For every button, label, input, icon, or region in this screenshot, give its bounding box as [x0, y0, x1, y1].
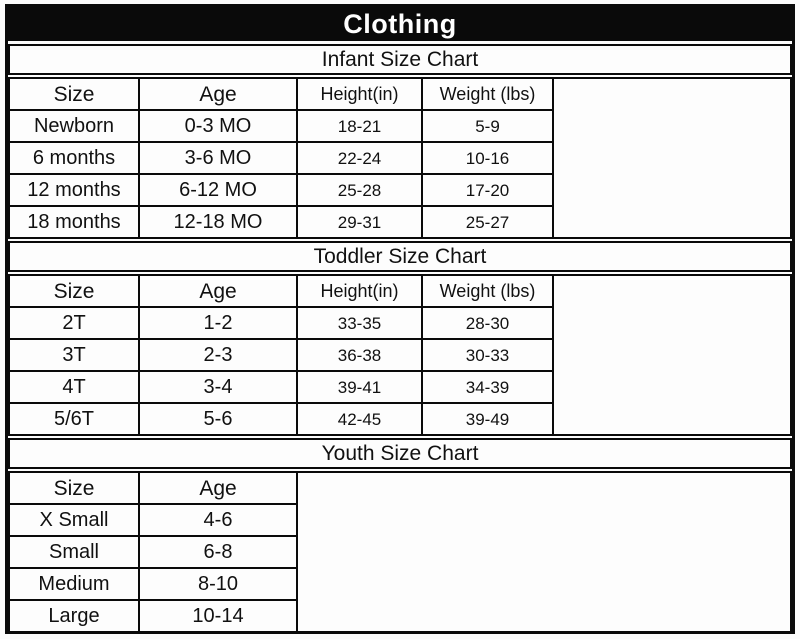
size-cell: Newborn: [9, 110, 139, 142]
height-cell: 22-24: [297, 142, 422, 174]
size-cell: 5/6T: [9, 403, 139, 435]
size-cell: Medium: [9, 568, 139, 600]
weight-cell: 17-20: [422, 174, 553, 206]
column-header-age: Age: [139, 275, 297, 307]
weight-cell: 10-16: [422, 142, 553, 174]
height-cell: 33-35: [297, 307, 422, 339]
height-cell: 29-31: [297, 206, 422, 238]
column-header-height: Height(in): [297, 78, 422, 110]
age-cell: 12-18 MO: [139, 206, 297, 238]
size-cell: X Small: [9, 504, 139, 536]
outer-frame: [5, 4, 795, 634]
height-cell: 39-41: [297, 371, 422, 403]
height-cell: 36-38: [297, 339, 422, 371]
weight-cell: 28-30: [422, 307, 553, 339]
toddler-header-row: [9, 275, 791, 307]
size-cell: 12 months: [9, 174, 139, 206]
column-header-age: Age: [139, 472, 297, 504]
size-cell: 18 months: [9, 206, 139, 238]
age-cell: 4-6: [139, 504, 297, 536]
toddler-size-table: [8, 274, 792, 436]
height-cell: 18-21: [297, 110, 422, 142]
infant-size-table: [8, 77, 792, 239]
infant-header-row: [9, 78, 791, 110]
age-cell: 6-12 MO: [139, 174, 297, 206]
youth-header-row: [9, 472, 791, 504]
section-title-infant: Infant Size Chart: [8, 44, 792, 75]
section-title-toddler: Toddler Size Chart: [8, 241, 792, 272]
column-header-weight: Weight (lbs): [422, 275, 553, 307]
column-header-weight: Weight (lbs): [422, 78, 553, 110]
age-cell: 10-14: [139, 600, 297, 632]
age-cell: 6-8: [139, 536, 297, 568]
weight-cell: 34-39: [422, 371, 553, 403]
age-cell: 3-6 MO: [139, 142, 297, 174]
page-title: Clothing: [8, 7, 792, 41]
column-header-size: Size: [9, 472, 139, 504]
weight-cell: 5-9: [422, 110, 553, 142]
youth-size-table: [8, 471, 792, 633]
column-header-age: Age: [139, 78, 297, 110]
age-cell: 0-3 MO: [139, 110, 297, 142]
age-cell: 2-3: [139, 339, 297, 371]
column-header-size: Size: [9, 78, 139, 110]
age-cell: 3-4: [139, 371, 297, 403]
column-header-height: Height(in): [297, 275, 422, 307]
weight-cell: 25-27: [422, 206, 553, 238]
youth-blank-area: [297, 472, 791, 632]
size-cell: 2T: [9, 307, 139, 339]
age-cell: 1-2: [139, 307, 297, 339]
size-cell: 6 months: [9, 142, 139, 174]
height-cell: 25-28: [297, 174, 422, 206]
size-cell: 4T: [9, 371, 139, 403]
size-cell: Large: [9, 600, 139, 632]
column-header-size: Size: [9, 275, 139, 307]
infant-blank-area: [553, 78, 791, 238]
age-cell: 5-6: [139, 403, 297, 435]
section-title-youth: Youth Size Chart: [8, 438, 792, 469]
size-cell: 3T: [9, 339, 139, 371]
toddler-blank-area: [553, 275, 791, 435]
size-cell: Small: [9, 536, 139, 568]
weight-cell: 30-33: [422, 339, 553, 371]
age-cell: 8-10: [139, 568, 297, 600]
weight-cell: 39-49: [422, 403, 553, 435]
height-cell: 42-45: [297, 403, 422, 435]
